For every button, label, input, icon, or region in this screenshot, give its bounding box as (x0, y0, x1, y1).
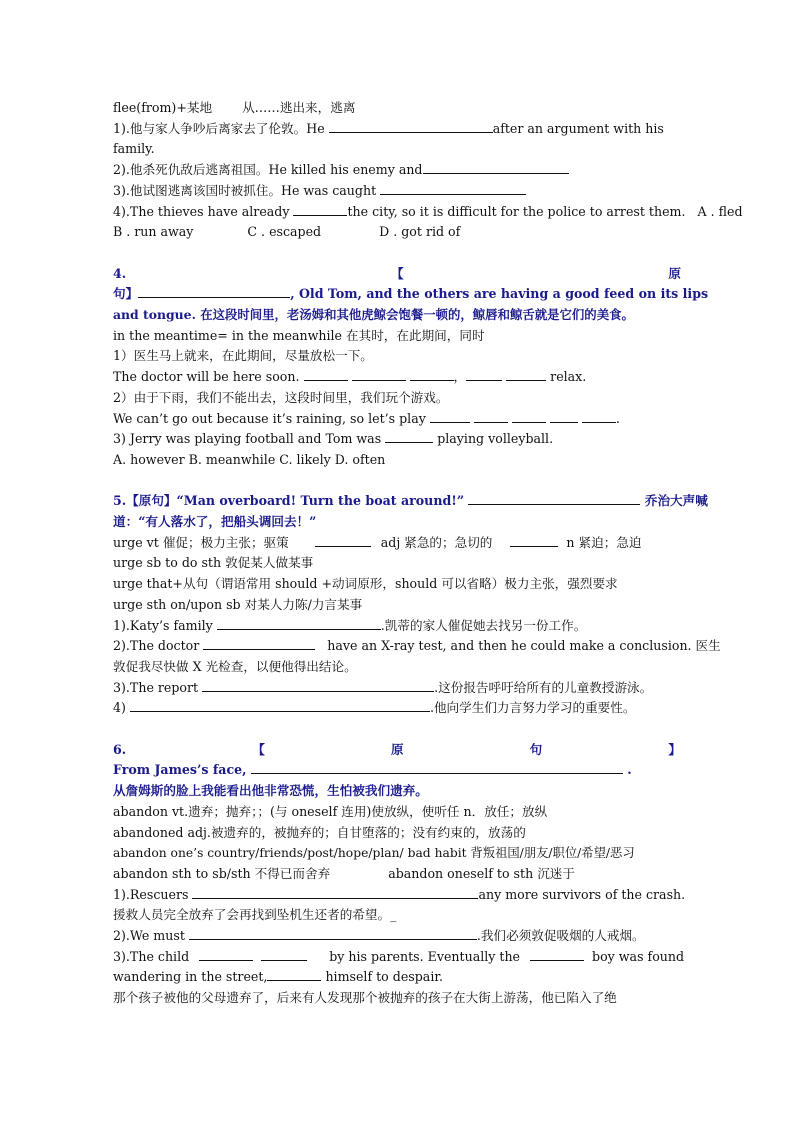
answer-blank[interactable] (199, 948, 253, 961)
answer-blank[interactable] (512, 410, 546, 423)
meantime-e3: 3) Jerry was playing football and Tom was playing volleyball. (113, 431, 554, 447)
abandon-q1: 1).Rescuers any more survivors of the crash. (113, 886, 686, 902)
urge-def1: urge vt 催促；极力主张；驱策 adj 紧急的；急切的 n 紧迫；急迫 (113, 534, 642, 550)
urge-def4: urge sth on/upon sb 对某人力陈/力言某事 (113, 596, 363, 612)
answer-blank[interactable] (423, 161, 569, 174)
flee-q4: 4).The thieves have already the city, so it is difficult for the police to arrest them. A . fled (113, 203, 743, 219)
urge-q3: 3).The report .这份报告呼吁给所有的儿童教授游泳。 (113, 679, 653, 695)
answer-blank[interactable] (217, 617, 381, 630)
answer-blank[interactable] (352, 368, 406, 381)
meantime-e2-en: We can’t go out because it’s raining, so let’s play . (113, 410, 620, 426)
answer-blank[interactable] (329, 120, 493, 133)
urge-q2-cont: 敦促我尽快做 X 光检查，以便他得出结论。 (113, 658, 357, 674)
abandon-def4: abandon sth to sb/sth 不得已而舍弃 abandon oneself to sth 沉迷于 (113, 865, 575, 881)
flee-q1-cont: family. (113, 141, 155, 157)
answer-blank[interactable] (468, 492, 640, 505)
answer-blank[interactable] (430, 410, 470, 423)
urge-def2: urge sb to do sth 敦促某人做某事 (113, 555, 314, 571)
meantime-e2: 2）由于下雨，我们不能出去，这段时间里，我们玩个游戏。 (113, 389, 449, 405)
abandon-q1-cont: 援救人员完全放弃了会再找到坠机生还者的希望。_ (113, 907, 397, 923)
urge-def3: urge that+从句（谓语常用 should +动词原形，should 可以省略）极力主张，强烈要求 (113, 576, 618, 592)
answer-blank[interactable] (192, 886, 478, 899)
abandon-q2: 2).We must .我们必须敦促吸烟的人戒烟。 (113, 928, 645, 944)
urge-q2: 2).The doctor have an X-ray test, and then he could make a conclusion. 医生 (113, 638, 721, 654)
section6-original-line3: 从詹姆斯的脸上我能看出他非常恐慌，生怕被我们遗弃。 (113, 783, 428, 799)
answer-blank[interactable] (410, 368, 454, 381)
meantime-e1-en: The doctor will be here soon. ， relax. (113, 369, 587, 385)
answer-blank[interactable] (293, 203, 347, 216)
answer-blank[interactable] (138, 285, 290, 298)
answer-blank[interactable] (466, 368, 502, 381)
answer-blank[interactable] (582, 410, 616, 423)
worksheet-page (113, 98, 743, 1009)
answer-blank[interactable] (130, 699, 430, 712)
meantime-e1: 1）医生马上就来，在此期间，尽量放松一下。 (113, 348, 373, 364)
section4-heading: 4. 【 原 (113, 265, 681, 281)
abandon-def2: abandoned adj.被遗弃的，被抛弃的；自甘堕落的；没有约束的，放荡的 (113, 824, 526, 840)
abandon-def1: abandon vt.遗弃；抛弃；；(与 oneself 连用)使放纵，使听任 n．放任；放纵 (113, 803, 548, 819)
answer-blank[interactable] (251, 761, 623, 774)
flee-q1: 1).他与家人争吵后离家去了伦敦。He after an argument with his (113, 120, 664, 136)
section6-heading: 6. 【 原 句 】 (113, 741, 681, 757)
section4-original-line2: 句】 , Old Tom, and the others are having a good feed on its lips (113, 286, 709, 302)
urge-q1: 1).Katy’s family .凯蒂的家人催促她去找另一份工作。 (113, 617, 587, 633)
section4-original-line3: and tongue. 在这段时间里，老汤姆和其他虎鲸会饱餐一顿的，鲸唇和鲸舌就是它们的美食。 (113, 307, 634, 323)
answer-blank[interactable] (530, 948, 584, 961)
flee-q3: 3).他试图逃离该国时被抓住。He was caught (113, 181, 681, 202)
answer-blank[interactable] (550, 410, 578, 423)
urge-q4: 4) .他向学生们力言努力学习的重要性。 (113, 700, 636, 716)
answer-blank[interactable] (202, 679, 434, 692)
abandon-q3-cont: wandering in the street, himself to despair. (113, 969, 443, 985)
answer-blank[interactable] (267, 968, 321, 981)
answer-blank[interactable] (203, 637, 315, 650)
section6-original-line2: From James’s face, . (113, 762, 632, 778)
answer-blank[interactable] (304, 368, 348, 381)
section5-original-line2: 道：“有人落水了，把船头调回去！” (113, 514, 317, 530)
meantime-e3-options: A. however B. meanwhile C. likely D. often (113, 451, 386, 467)
meantime-phrase: in the meantime= in the meanwhile 在其时，在此期间，同时 (113, 327, 485, 343)
section5-original-line1: 5.【原句】“Man overboard! Turn the boat around!” 乔治大声喊 (113, 493, 708, 509)
abandon-q3: 3).The child by his parents. Eventually the boy was found (113, 948, 685, 964)
flee-q4-options: B . run away C . escaped D . got rid of (113, 224, 461, 240)
answer-blank[interactable] (474, 410, 508, 423)
answer-blank[interactable] (506, 368, 546, 381)
answer-blank[interactable] (189, 927, 477, 940)
flee-header: flee(from)+某地 从……逃出来，逃离 (113, 100, 356, 115)
flee-q2: 2).他杀死仇敌后逃离祖国。He killed his enemy and (113, 160, 681, 181)
answer-blank[interactable] (261, 948, 307, 961)
abandon-def3: abandon one’s country/friends/post/hope/plan/ bad habit 背叛祖国/朋友/职位/希望/恶习 (113, 846, 635, 861)
answer-blank[interactable] (385, 430, 433, 443)
answer-blank[interactable] (315, 534, 371, 547)
answer-blank[interactable] (510, 534, 558, 547)
answer-blank[interactable] (380, 182, 526, 195)
abandon-q3-translation: 那个孩子被他的父母遗弃了，后来有人发现那个被抛弃的孩子在大街上游荡，他已陷入了绝 (113, 990, 617, 1006)
